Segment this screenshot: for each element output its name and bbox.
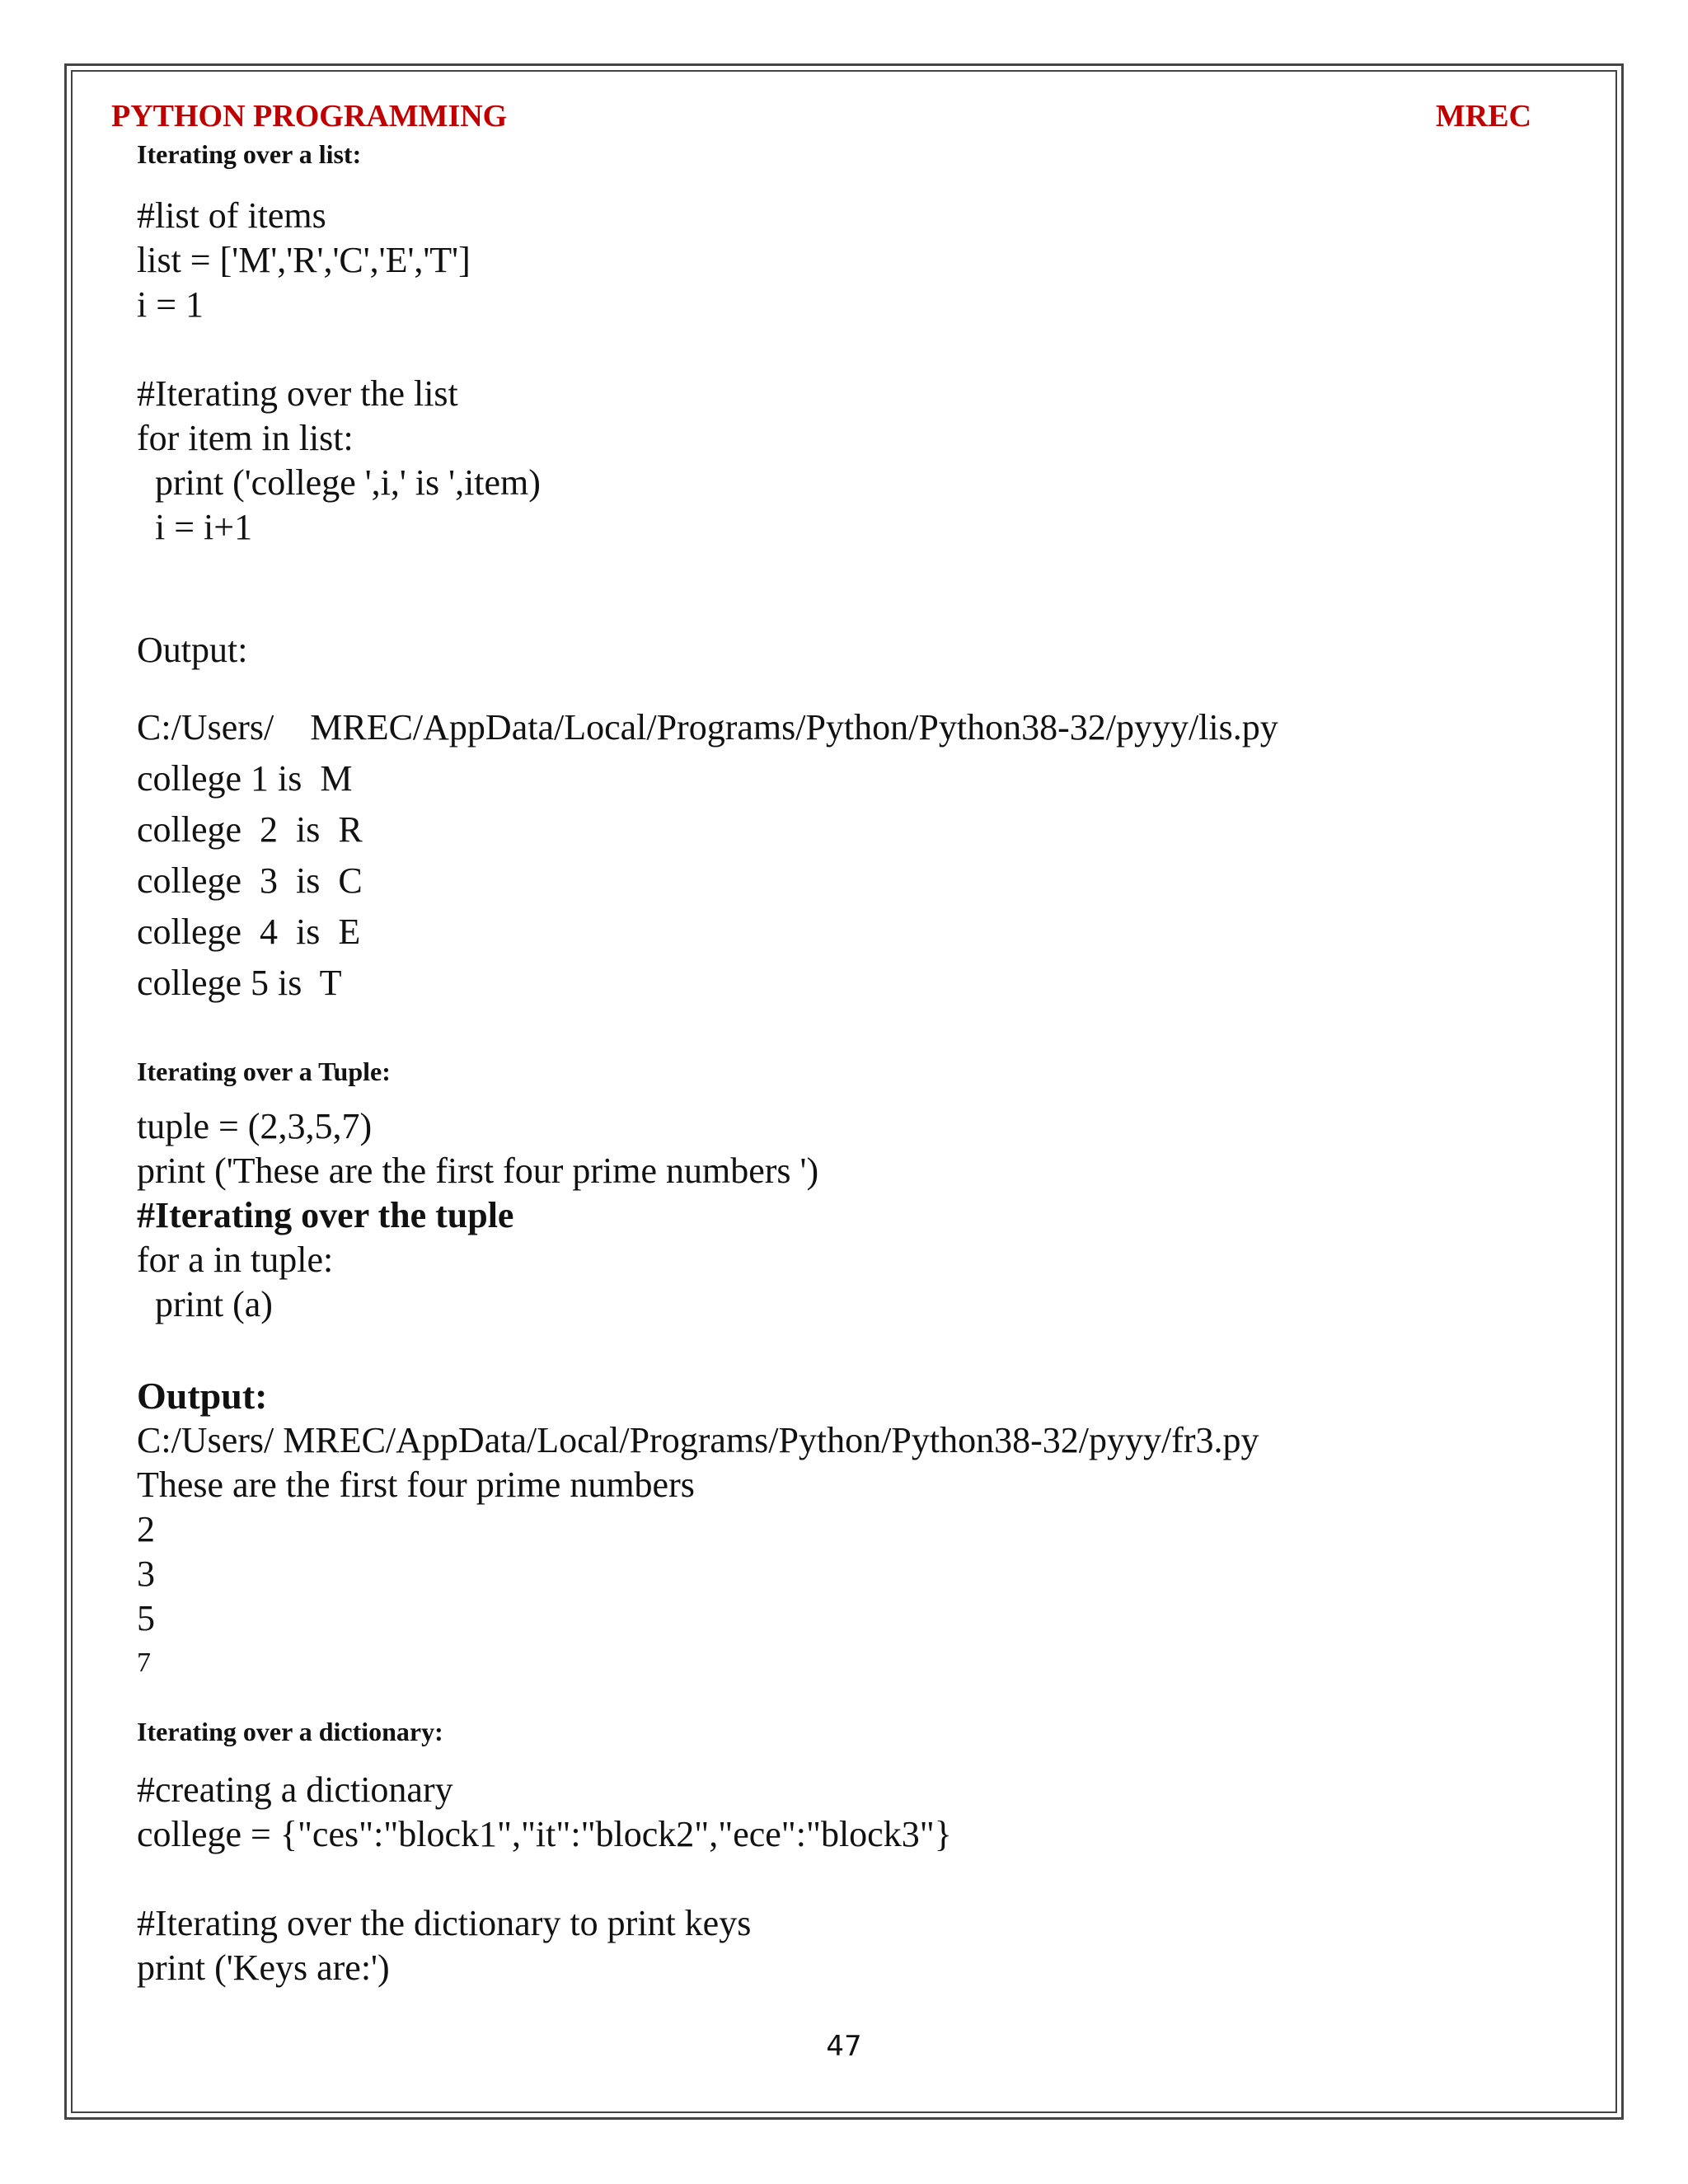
code-line: print ('Keys are:')	[137, 1947, 390, 1988]
code-line: #creating a dictionary	[137, 1769, 453, 1810]
code-line: print ('college ',i,' is ',item)	[137, 462, 541, 503]
page-number: 47	[826, 2030, 862, 2063]
output-line: 5	[137, 1598, 155, 1638]
output-line: college 1 is M	[137, 758, 353, 799]
output-label-tuple: Output:	[137, 1375, 268, 1417]
output-label-list: Output:	[137, 630, 248, 670]
code-line: #list of items	[137, 195, 326, 236]
output-block-list	[137, 702, 1278, 1009]
code-line: for a in tuple:	[137, 1240, 334, 1280]
output-block-tuple	[137, 1418, 1259, 1685]
code-block-tuple	[137, 1104, 818, 1327]
output-line: These are the first four prime numbers	[137, 1465, 695, 1505]
output-line: college 5 is T	[137, 963, 342, 1003]
output-line: 2	[137, 1509, 155, 1549]
output-line: 3	[137, 1554, 155, 1594]
code-line: #Iterating over the tuple	[137, 1195, 514, 1235]
section-title-list: Iterating over a list:	[137, 139, 362, 169]
code-block-list	[137, 194, 541, 550]
header-course-title: PYTHON PROGRAMMING	[111, 99, 508, 134]
output-line: C:/Users/ MREC/AppData/Local/Programs/Python/Python38-32/pyyy/fr3.py	[137, 1420, 1259, 1460]
code-line: #Iterating over the list	[137, 373, 458, 414]
code-block-dictionary	[137, 1768, 952, 1990]
code-line: tuple = (2,3,5,7)	[137, 1106, 373, 1146]
output-line: college 2 is R	[137, 809, 363, 850]
code-line: college = {"ces":"block1","it":"block2","ece":"block3"}	[137, 1814, 952, 1854]
section-title-tuple: Iterating over a Tuple:	[137, 1057, 391, 1086]
section-title-dictionary: Iterating over a dictionary:	[137, 1717, 443, 1746]
code-line: i = 1	[137, 284, 204, 325]
header-institution: MREC	[1435, 99, 1531, 134]
output-line: college 4 is E	[137, 912, 361, 952]
output-line: college 3 is C	[137, 860, 363, 901]
code-line: list = ['M','R','C','E','T']	[137, 240, 471, 280]
output-line: 7	[137, 1647, 151, 1678]
code-line: print (a)	[137, 1284, 273, 1324]
code-line: print ('These are the first four prime numbers ')	[137, 1151, 819, 1191]
code-line: for item in list:	[137, 418, 354, 458]
output-line: C:/Users/ MREC/AppData/Local/Programs/Python/Python38-32/pyyy/lis.py	[137, 707, 1278, 748]
code-line	[137, 327, 541, 372]
code-line	[137, 1857, 952, 1901]
code-line: i = i+1	[137, 507, 253, 547]
code-line: #Iterating over the dictionary to print keys	[137, 1903, 752, 1943]
